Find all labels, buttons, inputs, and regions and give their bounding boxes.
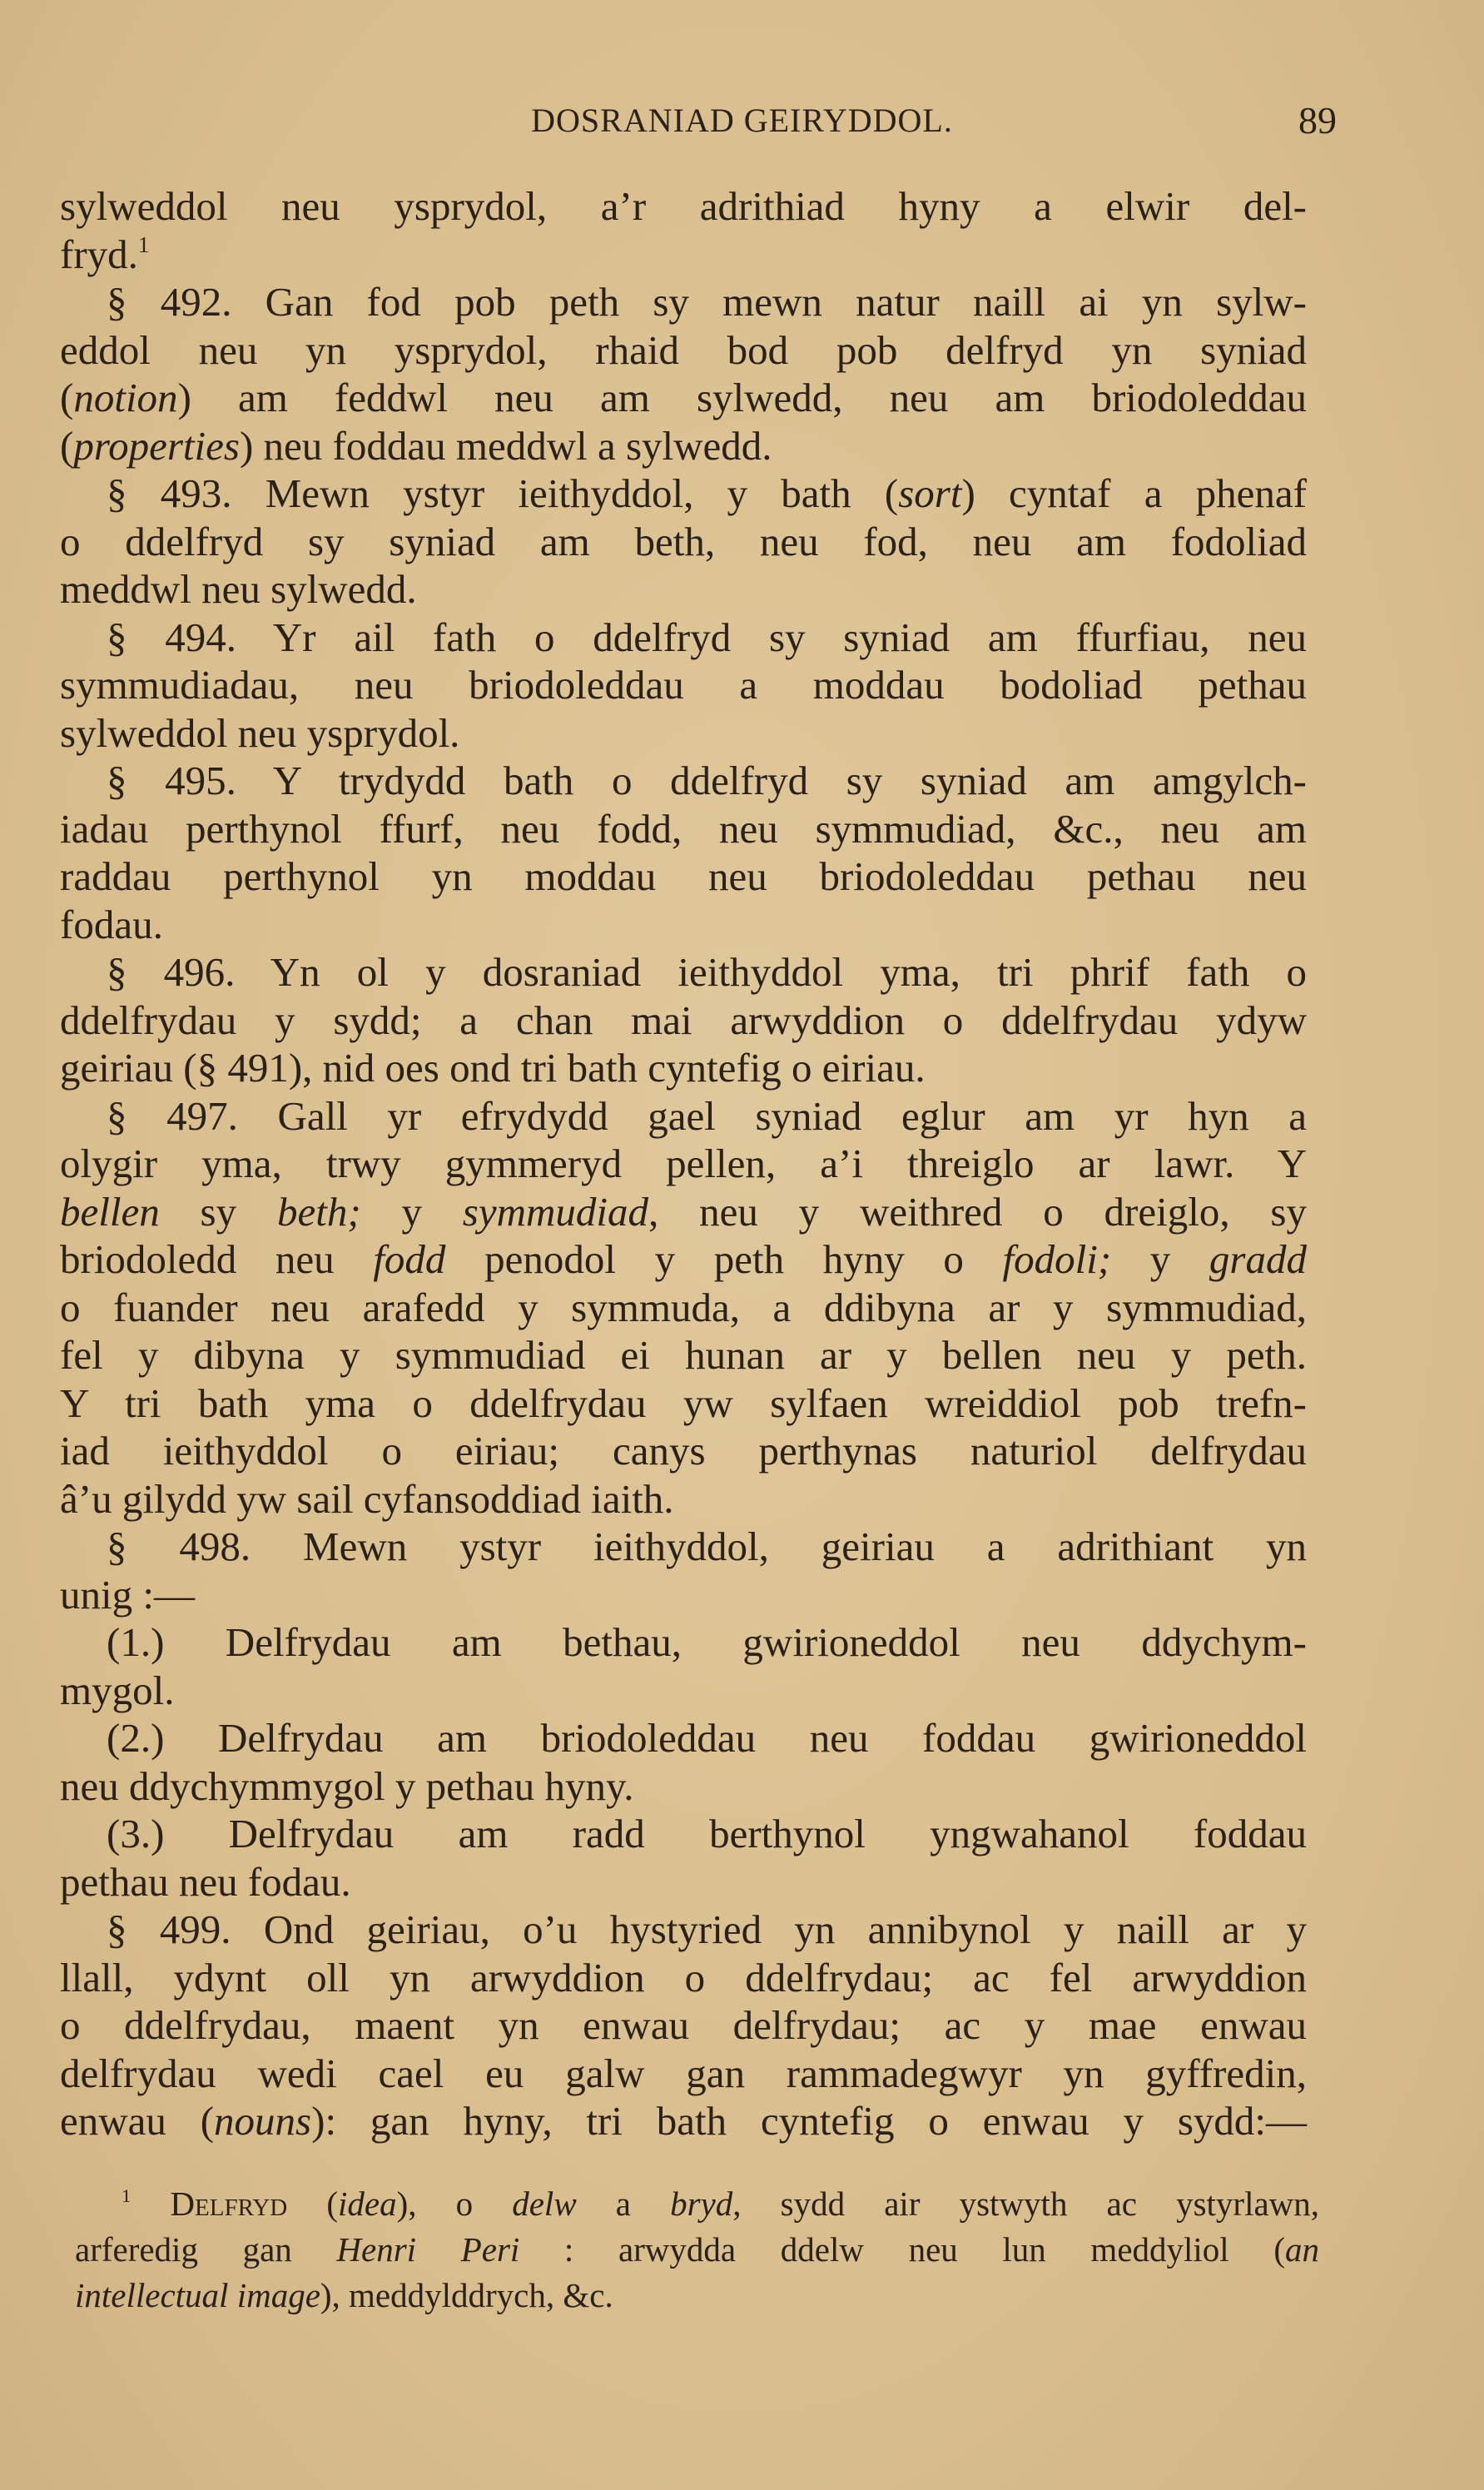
italic-text: fodoli;	[1002, 1236, 1112, 1282]
text-line	[60, 1331, 1307, 1379]
text-line	[60, 1188, 1307, 1236]
text-segment: § 495. Y trydydd bath o ddelfryd sy syniad am amgylch-	[107, 758, 1307, 803]
footnote-marker: 1	[122, 2185, 132, 2207]
text-segment: raddau perthynol yn moddau neu briodoleddau pethau neu	[60, 853, 1307, 899]
italic-text: delw	[512, 2184, 577, 2223]
text-segment: â’u gilydd yw sail cyfansoddiad iaith.	[60, 1475, 674, 1522]
text-line	[60, 1858, 1307, 1906]
text-segment: penodol y peth hyny o	[445, 1236, 1003, 1282]
text-line	[60, 470, 1307, 518]
text-segment: ), meddylddrych, &c.	[320, 2276, 613, 2314]
text-segment: sylweddol neu ysprydol, a’r adrithiad hyny a elwir del-	[60, 183, 1307, 229]
text-line	[60, 518, 1307, 566]
text-segment: fryd.	[60, 231, 138, 277]
text-segment: ) neu foddau meddwl a sylwedd.	[239, 422, 772, 469]
italic-text: Henri Peri	[336, 2230, 520, 2269]
text-line	[60, 1379, 1307, 1428]
text-line	[60, 374, 1307, 422]
text-segment: § 496. Yn ol y dosraniad ieithyddol yma, tri phrif fath o	[107, 949, 1307, 995]
footnote-line	[75, 2273, 1319, 2319]
text-segment: sylweddol neu ysprydol.	[60, 709, 460, 756]
text-segment: unig :—	[60, 1571, 195, 1618]
text-segment: ): gan hyny, tri bath cyntefig o enwau y sydd:—	[311, 2098, 1307, 2144]
text-line	[60, 278, 1307, 326]
text-line	[60, 231, 1307, 279]
text-line	[60, 326, 1307, 375]
text-segment: ) am feddwl neu am sylwedd, neu am briodoleddau	[177, 375, 1307, 420]
text-segment: ), o	[396, 2184, 513, 2223]
text-segment: fodau.	[60, 901, 163, 947]
text-line	[60, 2097, 1307, 2145]
page-header	[0, 96, 1484, 146]
text-segment: ddelfrydau y sydd; a chan mai arwyddion o ddelfrydau ydyw	[60, 996, 1307, 1043]
text-line	[60, 1810, 1307, 1858]
text-segment: enwau (	[60, 2098, 215, 2144]
text-line	[60, 1140, 1307, 1188]
text-line	[60, 2001, 1307, 2050]
text-segment: llall, ydynt oll yn arwyddion o ddelfrydau; ac fel arwyddion	[60, 1954, 1307, 2000]
italic-text: an	[1284, 2230, 1319, 2269]
text-segment: briodoledd neu	[60, 1236, 374, 1282]
text-line	[60, 1906, 1307, 1954]
italic-text: bryd	[670, 2184, 733, 2223]
text-line	[60, 1284, 1307, 1332]
text-segment	[131, 2184, 170, 2223]
text-segment: y	[360, 1188, 463, 1235]
text-segment: a	[576, 2184, 671, 2223]
text-segment: o fuander neu arafedd y symmuda, a ddibyna ar y symmudiad,	[60, 1284, 1307, 1330]
text-segment: neu ddychymmygol y pethau hyny.	[60, 1762, 634, 1809]
italic-text: beth;	[276, 1188, 361, 1235]
text-segment: § 499. Ond geiriau, o’u hystyried yn annibynol y naill ar y	[107, 1906, 1307, 1952]
text-line	[60, 565, 1307, 614]
text-line	[60, 1618, 1307, 1667]
text-segment: iad ieithyddol o eiriau; canys perthynas naturiol delfrydau	[60, 1428, 1307, 1474]
italic-text: gradd	[1209, 1236, 1307, 1282]
text-segment: symmudiadau, neu briodoleddau a moddau bodoliad pethau	[60, 662, 1307, 708]
text-line	[60, 182, 1307, 231]
text-segment: , sydd air ystwyth ac ystyrlawn,	[732, 2184, 1320, 2223]
text-segment: y	[1111, 1236, 1209, 1282]
text-line	[60, 1523, 1307, 1571]
text-segment: § 493. Mewn ystyr ieithyddol, y bath (	[107, 470, 899, 516]
text-segment: : arwydda ddelw neu lun meddyliol (	[519, 2230, 1285, 2269]
text-segment: eddol neu yn ysprydol, rhaid bod pob delfryd yn syniad	[60, 326, 1307, 373]
text-line	[60, 2050, 1307, 2098]
page-number: 89	[1298, 99, 1337, 142]
text-line	[60, 996, 1307, 1045]
text-line	[60, 948, 1307, 996]
italic-text: properties	[73, 422, 240, 469]
text-segment: mygol.	[60, 1667, 175, 1713]
italic-text: intellectual image	[75, 2276, 320, 2314]
text-line	[60, 1475, 1307, 1523]
text-line	[60, 805, 1307, 853]
text-line	[60, 422, 1307, 470]
text-segment: (3.) Delfrydau am radd berthynol yngwahanol foddau	[107, 1811, 1307, 1856]
text-line	[60, 1667, 1307, 1715]
text-segment: sy	[159, 1188, 277, 1235]
italic-text: nouns	[214, 2098, 312, 2144]
text-segment: pethau neu fodau.	[60, 1858, 351, 1905]
text-segment: (	[287, 2184, 338, 2223]
text-line	[60, 1954, 1307, 2002]
footnote-line	[75, 2181, 1319, 2227]
text-segment: o ddelfrydau, maent yn enwau delfrydau; ac y mae enwau	[60, 2002, 1307, 2048]
text-segment: (	[60, 375, 74, 420]
text-segment: delfrydau wedi cael eu galw gan rammadegwyr yn gyffredin,	[60, 2050, 1307, 2096]
text-line	[60, 901, 1307, 949]
text-segment: meddwl neu sylwedd.	[60, 566, 417, 612]
footnote-marker: 1	[137, 231, 150, 257]
text-line	[60, 1092, 1307, 1141]
text-line	[60, 852, 1307, 901]
text-line	[60, 1427, 1307, 1475]
text-line	[60, 757, 1307, 805]
text-segment: olygir yma, trwy gymmeryd pellen, a’i threiglo ar lawr. Y	[60, 1141, 1307, 1186]
italic-text: fodd	[373, 1236, 446, 1282]
text-segment: § 497. Gall yr efrydydd gael syniad eglur am yr hyn a	[107, 1092, 1307, 1139]
running-title: DOSRANIAD GEIRYDDOL.	[531, 102, 953, 139]
text-segment: iadau perthynol ffurf, neu fodd, neu symmudiad, &c., neu am	[60, 805, 1307, 852]
text-line	[60, 1044, 1307, 1092]
italic-text: symmudiad	[462, 1188, 649, 1235]
text-line	[60, 1235, 1307, 1284]
text-line	[60, 614, 1307, 662]
text-segment: arferedig gan	[75, 2230, 337, 2269]
text-segment: Y tri bath yma o ddelfrydau yw sylfaen wreiddiol pob trefn-	[60, 1379, 1307, 1426]
text-segment: geiriau (§ 491), nid oes ond tri bath cyntefig o eiriau.	[60, 1045, 926, 1091]
text-line	[60, 709, 1307, 758]
text-segment: o ddelfryd sy syniad am beth, neu fod, neu am fodoliad	[60, 518, 1307, 564]
footnote	[75, 2181, 1319, 2319]
text-segment: § 492. Gan fod pob peth sy mewn natur naill ai yn sylw-	[107, 279, 1307, 325]
italic-text: notion	[73, 375, 178, 420]
italic-text: sort	[898, 470, 962, 516]
text-line	[60, 1571, 1307, 1619]
text-segment: § 494. Yr ail fath o ddelfryd sy syniad am ffurfiau, neu	[107, 614, 1307, 660]
italic-text: idea	[337, 2184, 397, 2223]
text-line	[60, 1762, 1307, 1811]
italic-text: bellen	[60, 1188, 160, 1235]
text-segment: (1.) Delfrydau am bethau, gwirioneddol neu ddychym-	[107, 1619, 1307, 1665]
text-segment: § 498. Mewn ystyr ieithyddol, geiriau a adrithiant yn	[107, 1523, 1307, 1569]
text-segment: ) cyntaf a phenaf	[961, 470, 1307, 516]
text-line	[60, 1714, 1307, 1762]
text-segment: (	[60, 422, 74, 469]
text-segment: (2.) Delfrydau am briodoleddau neu foddau gwirioneddol	[107, 1715, 1307, 1761]
body-text	[60, 182, 1307, 2145]
text-segment: fel y dibyna y symmudiad ei hunan ar y bellen neu y peth.	[60, 1332, 1307, 1378]
text-segment: , neu y weithred o dreiglo, sy	[648, 1188, 1307, 1235]
text-segment: Delfryd	[170, 2184, 288, 2223]
text-line	[60, 661, 1307, 709]
footnote-line	[75, 2227, 1319, 2273]
